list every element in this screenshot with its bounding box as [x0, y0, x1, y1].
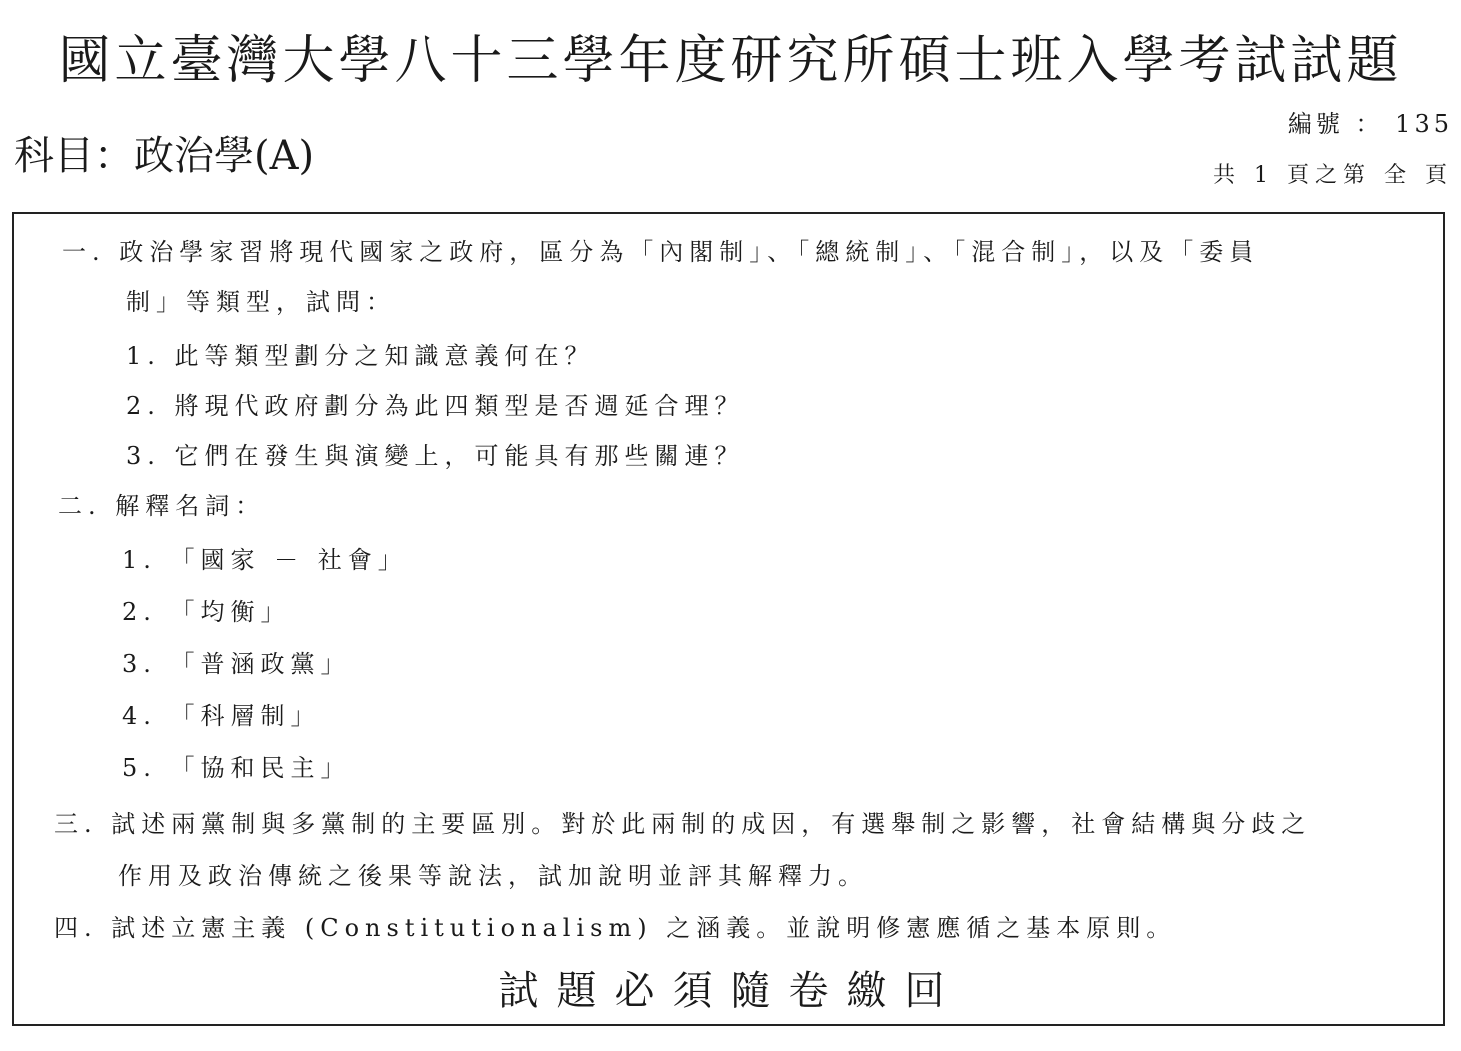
question-2-line-1: 二. 解釋名詞：: [58, 492, 266, 520]
question-2-item-5: 5. 「協和民主」: [122, 754, 351, 782]
question-3-line-1: 三. 試述兩黨制與多黨制的主要區別。對於此兩制的成因，有選舉制之影響，社會結構與分歧之: [54, 810, 1312, 838]
question-1-item-3: 3. 它們在發生與演變上，可能具有那些關連？: [126, 442, 745, 470]
serial-number: 編號 ： 135: [1287, 110, 1453, 138]
question-4-line-1: 四. 試述立憲主義 (Constitutionalism) 之涵義。並說明修憲應循之基本原則。: [54, 914, 1177, 942]
question-1-item-1: 1. 此等類型劃分之知識意義何在？: [126, 342, 595, 370]
exam-title: 國立臺灣大學八十三學年度研究所碩士班入學考試試題: [58, 31, 1403, 91]
question-1-line-1: 一. 政治學家習將現代國家之政府，區分為「內閣制」、「總統制」、「混合制」，以及「委員: [62, 238, 1260, 266]
subject-label: 科目：政治學(A): [14, 133, 315, 179]
question-3-line-2: 作用及政治傳統之後果等說法，試加說明並評其解釋力。: [118, 862, 868, 890]
question-1-line-2: 制」等類型，試問：: [126, 288, 396, 316]
question-2-item-1: 1. 「國家 － 社會」: [122, 546, 408, 574]
question-2-item-4: 4. 「科層制」: [122, 702, 321, 730]
question-box: [12, 212, 1445, 1026]
question-1-item-2: 2. 將現代政府劃分為此四類型是否週延合理？: [126, 392, 745, 420]
page-info: 共 1 頁之第 全 頁: [1213, 163, 1453, 188]
question-2-item-2: 2. 「均衡」: [122, 598, 291, 626]
question-2-item-3: 3. 「普涵政黨」: [122, 650, 351, 678]
return-notice: 試題必須隨卷繳回: [498, 968, 963, 1014]
